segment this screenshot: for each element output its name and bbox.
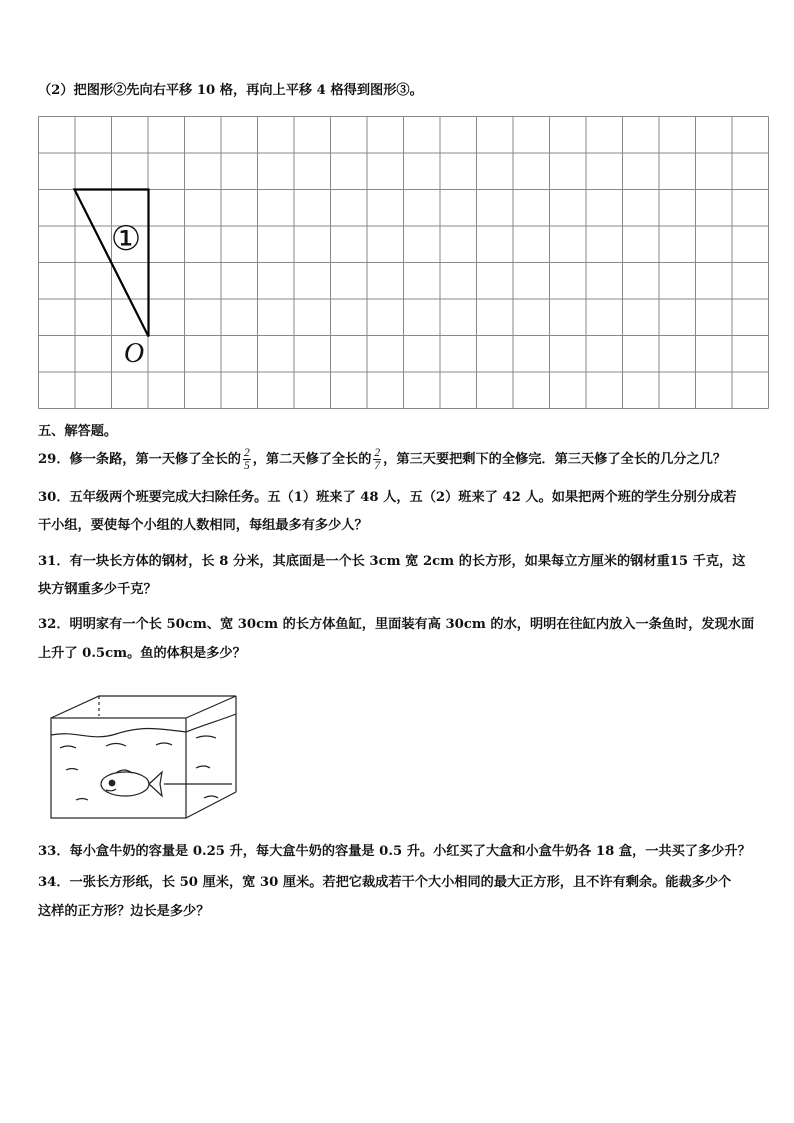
task-instruction-text: （2）把图形②先向右平移 10 格，再向上平移 4 格得到图形③。 (38, 83, 423, 98)
figure-1-label: ① (110, 221, 142, 258)
section-title (38, 423, 117, 441)
question-32-line-2: 上升了 0.5cm。鱼的体积是多少？ (38, 646, 246, 661)
question-30-line-1: 30．五年级两个班要完成大扫除任务。五（1）班来了 48 人，五（2）班来了 42 人。如果把两个班的学生分别分成若 (38, 490, 737, 505)
question-32-line-1: 32．明明家有一个长 50cm、宽 30cm 的长方体鱼缸，里面装有高 30cm 的水，明明在往缸内放入一条鱼时，发现水面 (38, 617, 755, 632)
fraction-denominator: 7 (374, 460, 381, 472)
fraction-numerator: 2 (243, 447, 250, 459)
question-30-line-2: 干小组，要使每个小组的人数相同，每组最多有多少人？ (38, 518, 368, 533)
question-31-line-1: 31．有一块长方体的钢材，长 8 分米，其底面是一个长 3cm 宽 2cm 的长方形，如果每立方厘米的钢材重15 千克，这 (38, 554, 746, 569)
task-instruction (38, 82, 423, 100)
question-31-line-2: 块方钢重多少千克？ (38, 582, 157, 597)
section-title-text: 五、解答题。 (38, 424, 118, 439)
q29-text-3: ，第三天要把剩下的全修完．第三天修了全长的几分之几？ (383, 452, 727, 467)
fraction-denominator: 5 (243, 460, 250, 472)
question-29 (38, 445, 726, 475)
water-ripples (60, 736, 216, 748)
fraction-2-5 (243, 447, 251, 472)
water-ripples-lower (66, 766, 218, 800)
question-34-line-2: 这样的正方形？边长是多少？ (38, 904, 210, 919)
coordinate-grid (38, 116, 769, 410)
fish-tank-illustration (46, 690, 242, 822)
question-33-line-1: 33．每小盒牛奶的容量是 0.25 升，每大盒牛奶的容量是 0.5 升。小红买了大盒和小盒牛奶各 18 盒，一共买了多少升？ (38, 844, 751, 859)
fraction-numerator: 2 (374, 447, 381, 459)
fish-icon (101, 770, 162, 796)
q29-text-1: 29．修一条路，第一天修了全长的 (38, 452, 241, 467)
q29-text-2: ，第二天修了全长的 (252, 452, 372, 467)
vertex-o-label: O (123, 338, 145, 369)
question-34-line-1: 34．一张长方形纸，长 50 厘米，宽 30 厘米。若把它裁成若干个大小相同的最大正方形，且不许有剩余。能裁多少个 (38, 875, 732, 890)
tank-top-edges (51, 696, 236, 718)
fraction-2-7 (373, 447, 381, 472)
